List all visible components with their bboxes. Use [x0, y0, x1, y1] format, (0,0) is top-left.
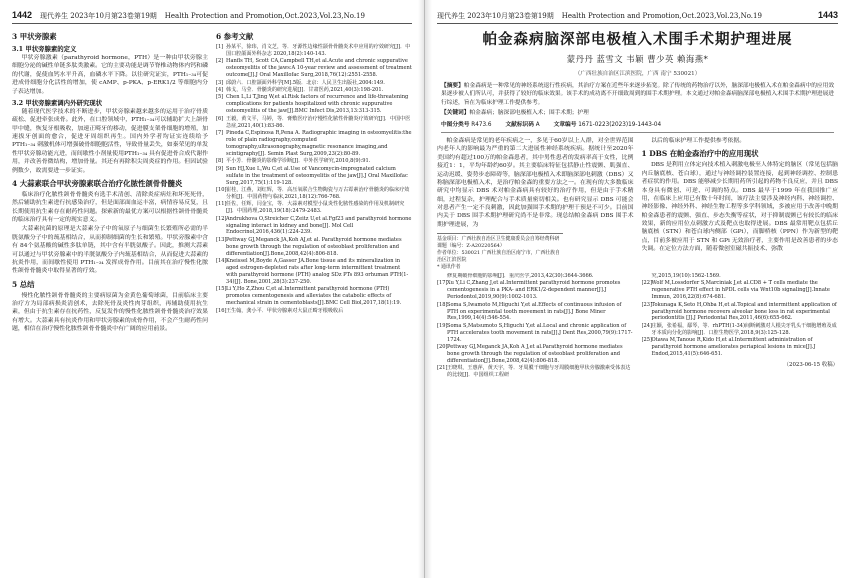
reference-number: [11]	[216, 201, 227, 208]
reference-text: 任佐，任辉，闫金宝，等．大蒜素对模型小鼠炎性化脓性感染的作用及机制研究[J]．中国药理,2018,19(18):2479-2483.	[226, 201, 405, 215]
reference-number: [8]	[216, 158, 224, 165]
reference-item	[216, 166, 412, 187]
reference-number: [18]	[437, 301, 448, 308]
reference-item	[437, 302, 634, 323]
reference-number: [7]	[216, 130, 224, 137]
reference-text: Li Y,Ho Z,Zhou C,et al.Intermittent parathyroid hormone (PTH) promotes cementogenesis and alleviates the catabolic effects of mechanical strain in cementoblasts[J].BMC Cell Biol,2017,18(1):19.	[226, 286, 402, 307]
reference-item	[216, 201, 412, 215]
reference-number: [17]	[437, 280, 448, 287]
left-page-number: 1442	[12, 10, 33, 20]
reference-number: [6]	[216, 115, 224, 122]
right-page-header	[437, 10, 838, 24]
reference-item	[216, 80, 412, 87]
reference-text: 孙某平，徐玮，肖文芝，等．牙源性边缘性颌骨骨髓炎术中应用的疗效研究[J]．中国口腔颌面外科杂志 2020,18(2):140-143.	[226, 44, 411, 57]
reference-number: [14]	[216, 258, 227, 265]
reference-item	[216, 258, 412, 286]
reference-item	[437, 344, 634, 365]
continued-references-list-2	[642, 273, 839, 358]
reference-text: Soma S,Iwamoto M,Higuchi Y,et al.Effects of continuous infusion of PTH on experimental tooth movement in rats[J].J Bone Miner Res,1999,14(4):546-554.	[447, 301, 622, 322]
reference-text: Pettway GJ,Meganck JA,Koh AJ,et al. Parathyroid hormone mediates bone growth through the regulation of osteoblast proliferation and differentiation[J].Bone,2008,42(4):806-818.	[226, 236, 402, 257]
funding-footnote	[437, 233, 563, 271]
reference-item	[437, 323, 634, 344]
reference-item	[437, 280, 634, 301]
section-heading: 3.1 甲状旁腺素的定义	[12, 45, 77, 53]
reference-number: [21]	[437, 365, 448, 372]
reference-text: 崔桂，江燕，刘红辉，等．高压氧联合生物陶瓷与万古霉素治疗骨髓炎的临床疗效分析[J]．中国药物与临床,2021,18(12):766-768.	[226, 186, 410, 200]
reference-number: [12]	[216, 215, 227, 222]
reference-text: Hanfls TH, Scott CA,Campbell TH,et al.Acute and chronic suppurative osteomyelitis of the jaws:A 10-year review and assessment of treatment outcome[J].J Oral Maxillofac Surg,2018,76(12):2551-2558.	[226, 58, 412, 79]
reference-text: Pineda C,Espinosa R,Pena A. Radiographic imaging in osteomyelitis:the role of plain radiography,computed tomography,ultrasonography,magnetic resonance imaging,and scintigraphy[J]. Semin Plast Surg,2009,23(2):80-89.	[226, 130, 412, 157]
reference-item	[437, 365, 634, 379]
doc-code-label: 文献标识码	[505, 122, 534, 129]
right-col1-body	[437, 137, 634, 229]
reference-item	[216, 58, 412, 79]
left-journal-name-en: Health Protection and Promotion,Oct.2023,Vol.23,No.19	[164, 12, 365, 20]
reference-item	[216, 308, 412, 315]
reference-text: 究,2015,19(10):1562-1569.	[651, 272, 721, 279]
reference-item	[216, 44, 412, 58]
reference-text: Tokunaga K,Seto H,Ohba H,et al.Topical and intermittent application of parathyroid hormone recovers alveolar bone loss in rat experimental periodontitis [J].J Periodontal Res,2011,46(6):655-662.	[651, 301, 837, 322]
reference-text: Otawa M,Tanoue R,Kido H,et al.Intermittent administration of parathyroid hormone ameliorates periapical lesions in mice[J].J Endod,2015,41(5):646-651.	[651, 337, 816, 358]
reference-number: [16]	[216, 307, 227, 314]
reference-item	[216, 187, 412, 201]
reference-number: [22]	[641, 280, 652, 287]
right-body-column-1	[437, 137, 634, 271]
section-heading: 3.2 甲状旁腺素调内外研究现状	[12, 98, 103, 107]
reference-text: 庄颖，张希福，鄢琴，等．rhPTH(1-34)间断刺激对人根尖牙乳头干细胞增殖及成牙本质向分化的影响[J]．口腔生物医学,2018,9(3):125-128.	[651, 322, 837, 336]
right-body-column-2	[642, 137, 839, 271]
article-number-value: 1671-0223(2023)19-1443-04	[578, 122, 662, 129]
article-authors: 蒙丹丹 蓝雪文 韦颖 曹少英 赖海燕*	[566, 54, 709, 64]
article-number-label: 文章编号	[553, 122, 577, 129]
article-metadata	[441, 119, 834, 128]
section-heading: 1 DBS 在帕金森治疗中的应用现状	[641, 149, 759, 159]
paragraph: 帕金森病是常见的老年疾病之一，多见于60岁以上人群，对全世界范围内老年人的影响最为严重的第二大进展性神经系统疾病。据统计至2020年美国约有超过100万的帕金森患者，其中男性患者的发病率高于女性，比例接近1：1，平均年龄约60岁。其主要临床特征包括静止性震颤、肌强直、运动迟缓、姿势步态障碍等，脑深部电极植入术即脑深部电刺激（DBS）又称脑深部电极植入术，是治疗帕金森的重要方法之一。在现有的大多数临床研究中均显示 DBS 术对帕金森病具有较好的治疗作用，但是由于手术精细，过程复杂，护理配合与手术质量密切相关。也有研究显示 DBS 可能会对患者产生一定不良刺激，因此加强围手术期的护理干预是不可少。目前国内关于 DBS 围手术期护理研究尚不是非常。现总结帕金森病 DBS 围手术期护理进展，为	[437, 138, 634, 228]
left-journal-name: 现代养生 2023年10月第23卷第19期	[40, 12, 157, 20]
received-date: （2023-06-15 收稿）	[783, 362, 838, 369]
reference-text: 王生翰，龚小平．甲状旁腺素对大鼠正畸牙根吸收后	[226, 307, 344, 314]
clc-value: R473.6	[471, 122, 492, 129]
reference-number: [25]	[641, 337, 652, 344]
article-affiliation: （广西壮族自治区江滨医院，广西 南宁 530021）	[574, 71, 701, 77]
continued-references-col-1	[437, 273, 634, 380]
reference-number: [23]	[641, 301, 652, 308]
reference-number: [9]	[216, 165, 224, 172]
left-page-header	[12, 10, 412, 24]
section-divider	[441, 132, 834, 133]
reference-text: Pettway GJ,Meganck JA,Koh A J,et al.Parathyroid hormone mediates bone growth through the regulation of osteoblast proliferation and differentiation[J].Bone,2008,42(4):806-818.	[447, 344, 623, 365]
reference-number: [19]	[437, 322, 448, 329]
reference-text: 邱蔚六．口腔颌面外科学[M].5版．北京：人民卫生出版社,2004:149.	[226, 79, 385, 86]
paragraph: 大蒜素抗菌的原理是大蒜素分子中的氧原子与细菌生长繁殖所必需的半胱氨酸分子中的巯基相结合，从而抑制细菌的生长和繁殖。甲状旁腺素中含有 84个氨基酸的碱性多肽单链，其中含有半胱氨酸子。因此，推测大蒜素可以通过与甲状旁腺素中的半胱氨酸分子内巯基相结合，从而促进大蒜素的抗炎作用，而间歇性使用 PTH₁₋₃₄ 发挥成骨作用。目前其在治疗慢性化脓性颌骨骨髓炎中取得显著的疗效。	[12, 226, 208, 275]
reference-item	[216, 158, 412, 165]
reference-text: Kneissel M,Boyde A,Gasser JA.Bone tissue and its mineralization in aged estrogen-depleted rats after long-term intermittent treatment with parathyroid hormone (PTH) analog SDz PTs 893 orhuman PTH(1-34)[J]. Bone,2001,28(3):237-250.	[226, 258, 409, 285]
article-keywords	[441, 109, 834, 117]
reference-text: 王毅，黄文平，马婷，等．膏敷医疗治疗慢性化脓性骨髓炎疗效研究[J]．中国中医急症,2021,40(1):83-86.	[226, 115, 411, 129]
reference-number: [24]	[641, 322, 652, 329]
paragraph: 以后的临床护理工作提供参考依据。	[650, 138, 746, 145]
reference-text: 平小芳．骨髓炎的影像学诊断[J]．中外医学研究,2010,8(9):91.	[226, 158, 371, 165]
left-columns	[12, 28, 412, 335]
right-columns	[437, 137, 838, 271]
paragraph: 慢性化脓性颌骨骨髓炎的主要病原菌为金黄色葡萄球菌，目前临床主要治疗方为局部病损炎清创术，去除死骨及炎性肉芽组织，再辅助使用抗生素，但由于抗生素存在抗药性，反复发作的慢性化脓性颌骨骨髓炎治疗效果有增大。大蒜素具有抗炎作用和甲状旁腺素的成骨作用，不会产生耐药性问题，相信在治疗慢性化脓性颌骨骨髓炎中有广阔的应用前景。	[12, 292, 208, 333]
reference-number: [1]	[216, 44, 224, 50]
footnote-line: 作者单位：530021 广西壮族自治区南宁市，广西壮族自治区江滨医院	[437, 250, 560, 264]
reference-text: 王晓琪，王惠萍，黄天宇，等．牙周膜干细胞与牙周膜细胞甲状旁腺激素受体表达的比较[J]．中国组织工程研	[447, 365, 631, 379]
reference-number: [10]	[216, 186, 227, 193]
reference-number: [15]	[216, 286, 227, 293]
footnote-line: 基金项目：广西壮族自治区卫生健康委员会自筹经费科研课题（编号：Z-A20220564）	[437, 236, 560, 250]
reference-text: 韩戈，马莹．骨髓炎的研究进展[J]．甘肃医药,2021,40(3):198-201.	[226, 87, 384, 94]
reference-number: [13]	[216, 236, 227, 243]
abstract-text: 帕金森病是一种常见的神经系统退行性疾病，其治疗方案在近些年来逐步拓宽。除了传统的药物治疗以外，脑深部电极植入术在帕金森病中的应用效果逐步被人们所认可，并获得了较好的临床效果。该手术的成功离不开细致周到的围手术期护理。本文通过对帕金森病脑深部电极植入术围手术期护理进展进行综述，旨在为临床护理工作提供参考。	[441, 83, 835, 106]
footnote-line: * 通讯作者	[437, 264, 461, 270]
reference-item	[216, 237, 412, 258]
reference-number: [2]	[216, 58, 224, 65]
keywords-text: 帕金森病；脑深部电极植入术；围手术期；护理	[469, 109, 589, 116]
reference-item	[437, 273, 634, 280]
clc-field	[441, 119, 491, 128]
reference-text: Soma S,Matsumoto S,Higuchi Y,et al.Local and chronic application of PTH accelerates tooth movement in rats[J].J Dent Res,2000,79(9):1717-1724.	[447, 322, 633, 343]
reference-text: Wolf M,Lossdorfer S,Marciniak J,et al.CD8 + T cells mediate the regenerative PTH effect in hPDL cells via Wnt10b signaling[J].Innate Immun, 2016,22(8):674-681.	[651, 280, 830, 301]
reference-item	[642, 323, 839, 337]
paragraph: DBS 是利用立体定向技术植入刺激电极至人体特定的脑区（常见包括脑内丘脑底核、苍白球），通过与神经调控装置连接，起到神经调控、控制患者症状的作用。DBS 能够减少长期用药所引起的药物不良反应，并且 DBS 本身具有微创、可逆、可调的特点。DBS 最早于1999 年在我国推广应用，在临床上应用已有数十年时间，该疗法主要涉及神经内科、神经调控、神经影像、神经外科、神经生物工程等多学科领域，多被应用于改善中晚期帕金森患者的震颤、强直、步态失衡等症状，对于抑制震颤已有较长的临床效果，新的应用位点刺激方式及靶点也取得进展。DBS 最常用靶点包括丘脑底核（STN）和苍白球内侧部（GPi），而脚桥核（PPN）作为新型的靶点，目前多被应用于 STN 和 GPi 无效治疗者，主要作用是改善患者的步态失调。在定位方法方面，随着微创室磁共振技术、弥散	[641, 162, 838, 253]
reference-number: [4]	[216, 87, 224, 94]
section-heading: 3 甲状旁腺素	[12, 32, 57, 41]
paragraph: 甲状旁腺激素（parathyroid hormone，PTH）是一种由甲状旁腺主细胞分泌的碱性单链多肽类激素。它的主要功能是调节脊椎动物体内钙和磷的代谢，促使血钙水平升高，血磷水平下降。以往研究证实，PTH₁₋₃₄可促进成骨细胞分化活性的增加，使 cAMP、p-PKA、p-ERK1/2 等细胞内分子表达增加。	[12, 55, 208, 95]
reference-item	[216, 87, 412, 94]
reference-item	[216, 116, 412, 130]
right-journal-name-en: Health Protection and Promotion,Oct.2023,Vol.23,No.19	[561, 12, 762, 20]
reference-item	[642, 337, 839, 358]
reference-item	[642, 302, 839, 323]
left-references-column	[216, 28, 412, 335]
article-abstract	[441, 82, 834, 107]
references-heading: 6 参考文献	[216, 32, 254, 41]
article-number-field	[554, 119, 662, 128]
reference-text: Chen L,Li T,Jing W,et al.Risk factors of recurrence and life-threatening complications for patients hospitalized with chronic suppurative osteomyelitis of the jaw[J].BMC Infect Dis,2013,13:313-315.	[226, 94, 409, 115]
reference-item	[216, 286, 412, 307]
reference-number: [5]	[216, 94, 224, 101]
right-journal-name: 现代养生 2023年10月第23卷第19期	[437, 12, 554, 20]
reference-item	[642, 280, 839, 301]
paragraph: 临床治疗化脓性颌骨骨髓炎有选手术清创、清除炎症病灶和坏死死骨，然后辅助抗生素进行抗感染治疗，但是面部面血运丰富，病情容易反复，且长期使用抗生素存在耐药性问题。探索新的最优方案可以根据性颌骨骨髓炎的临床治疗具有一定的现实意义。	[12, 191, 208, 223]
reference-text: Andrukhova O,Streicher C,Zeitz U,et al.Fgf23 and parathyroid hormone signaling interact in kidney and bone[J]. Mol Cell Endocrinol,2016,436(1):224-239.	[226, 215, 412, 236]
reference-list	[216, 44, 412, 315]
section-heading: 5 总结	[12, 279, 35, 289]
reference-text: Xu Y,Li C,Zhang J,et al.Intermittent parathyroid hormone promotes cementogenesis in a PKA- and ERK1/2-dependent manner[J].J Periodontol,2019,90(9):1002-1013.	[447, 280, 621, 301]
section-heading: 4 大蒜素联合甲状旁腺素联合治疗化脓性颌骨骨髓炎	[12, 178, 183, 188]
reference-number: [20]	[437, 344, 448, 351]
reference-item	[216, 94, 412, 115]
keywords-label: 【关键词】	[441, 109, 470, 116]
doc-code-field	[505, 119, 539, 128]
reference-item	[216, 216, 412, 237]
paragraph: 随着现代医学技术的不断进步，甲状旁腺素越来越多的运用于治疗骨质疏松、促进牵张成骨。此外，在口腔领域中，PTH₁₋₃₄可以辅助扩大上颌骨甲中缝，恢复牙根吸收，加速正畸牙的移动，促进膜支架骨细胞的增殖，加速拔牙创面的愈合，促进牙周组织再生。国内外学者均证实连续给予 PTH₁₋₃₄ 刺激机体可增强破骨细胞胞活性，导致骨量丢失，如秦荣见的单发性甲状旁腺功能亢进，而间歇性小剂量使用PTH₁₋₃₄ 具有促进骨合成代谢作用，并改善骨微结构，增加骨量。其还有再除积尖周炎症的作用。但因试验例数少，故需要进一步证实。	[12, 108, 208, 174]
clc-label: 中图分类号	[441, 122, 470, 129]
reference-item	[216, 130, 412, 158]
right-page	[425, 0, 850, 578]
reference-item	[642, 273, 839, 280]
right-page-number: 1443	[817, 10, 838, 20]
article-title: 帕金森病脑深部电极植入术围手术期护理进展	[482, 31, 793, 48]
reference-number: [3]	[216, 79, 224, 86]
reference-text: Sun HJ,Xue L,Wu C,et al.Use of Vancomycin-impregnated calcium sulfate in the treatment of osteomyelitis of the jaw[J].J Oral Maxillofac Surg,2017,75(1):119-128.	[226, 165, 408, 186]
continued-references	[437, 273, 838, 380]
continued-references-col-2	[642, 273, 839, 380]
abstract-label: 【摘要】	[441, 83, 464, 89]
left-body-column	[12, 28, 208, 335]
doc-code-value: A	[535, 122, 540, 129]
reference-text: 修复期破骨细胞的影响[J]．重庆医学,2013,42(30):3644-3666.	[447, 272, 594, 279]
